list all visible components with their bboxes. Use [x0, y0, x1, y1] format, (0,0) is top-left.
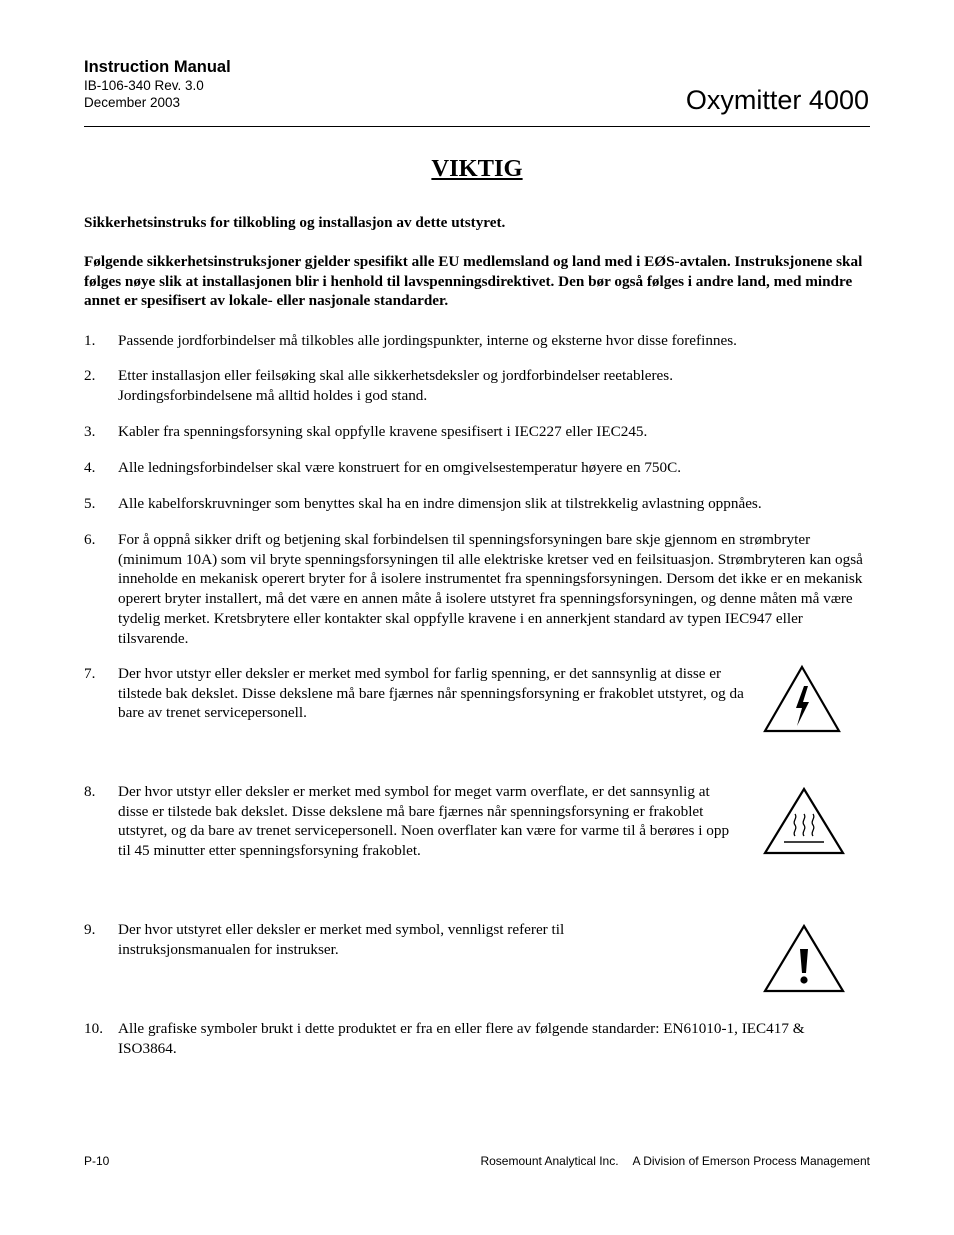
list-item-3 — [84, 422, 874, 442]
intro-paragraph: Følgende sikkerhetsinstruksjoner gjelder spesifikt alle EU medlemsland og land med i EØS-avtalen. Instruksjonene skal følges nøye slik at installasjonen blir i henhold til lavspenningsdirektivet. Den bør også følges i andre land, med mindre annet er spesifisert av lokale- eller nasjonale standarder. — [84, 253, 863, 310]
list-item-10 — [84, 1019, 874, 1058]
document-header — [84, 57, 231, 111]
document-date: December 2003 — [84, 95, 181, 110]
list-item-number: 9. — [84, 921, 96, 938]
list-item-text: Alle kabelforskruvninger som benyttes skal ha en indre dimensjon slik at tilstrekkelig avlastning oppnåes. — [118, 495, 762, 512]
list-item-number: 5. — [84, 495, 96, 512]
list-item-9 — [84, 920, 874, 959]
list-item-text: Etter installasjon eller feilsøking skal alle sikkerhetsdeksler og jordforbindelser reetableres. Jordingsforbindelsene må alltid holdes i god stand. — [118, 367, 674, 404]
intro-heading: Sikkerhetsinstruks for tilkobling og installasjon av dette utstyret. — [84, 214, 506, 231]
caution-warning-icon — [763, 923, 845, 994]
hot-surface-warning-icon — [763, 786, 845, 856]
header-divider — [84, 126, 870, 127]
list-item-number: 3. — [84, 423, 96, 440]
list-item-number: 10. — [84, 1020, 103, 1037]
high-voltage-warning-icon — [763, 664, 841, 734]
list-item-text: Der hvor utstyr eller deksler er merket med symbol for meget varm overflate, er det sannsynlig at disse er tilstede bak dekslet. Disse dekslene må bare fjærnes når spenningsforsyning er frakoblet utstyret, og da bare av trenet servicepersonell. Noen overflater kan være for varme til å berøres i opp til 45 minutter etter spenningsforsyning frakoblet. — [118, 783, 730, 860]
list-item-4 — [84, 458, 874, 478]
list-item-1 — [84, 331, 874, 351]
list-item-2 — [84, 366, 874, 405]
page-title: VIKTIG — [431, 155, 523, 182]
list-item-text: Alle grafiske symboler brukt i dette produktet er fra en eller flere av følgende standarder: EN61010-1, IEC417 & ISO3864. — [118, 1020, 805, 1057]
list-item-7 — [84, 664, 874, 723]
manual-title: Instruction Manual — [84, 58, 231, 76]
list-item-text: Der hvor utstyret eller deksler er merket med symbol, vennligst referer til instruksjonsmanualen for instrukser. — [118, 921, 565, 958]
list-item-text: Der hvor utstyr eller deksler er merket med symbol for farlig spenning, er det sannsynlig at disse er tilstede bak dekslet. Disse dekslene må bare fjærnes når spenningsforsyning er frakoblet utstyret, og da bare av trenet servicepersonell. — [118, 665, 744, 722]
company-name: Rosemount Analytical Inc. — [480, 1154, 619, 1168]
list-item-6 — [84, 530, 874, 648]
list-item-number: 4. — [84, 459, 96, 476]
footer-company — [480, 1154, 870, 1169]
list-item-8 — [84, 782, 874, 861]
list-item-number: 8. — [84, 783, 96, 800]
list-item-number: 1. — [84, 332, 96, 349]
division-name: A Division of Emerson Process Management — [632, 1154, 870, 1168]
list-item-text: Kabler fra spenningsforsyning skal oppfylle kravene spesifisert i IEC227 eller IEC245. — [118, 423, 648, 440]
list-item-text: Alle ledningsforbindelser skal være konstruert for en omgivelsestemperatur høyere en 750C. — [118, 459, 682, 476]
page-number: P-10 — [84, 1154, 110, 1168]
list-item-number: 6. — [84, 531, 96, 548]
product-name: Oxymitter 4000 — [685, 85, 869, 115]
list-item-text: For å oppnå sikker drift og betjening skal forbindelsen til spenningsforsyningen bare skje gjennom en strømbryter (minimum 10A) som vil bryte spenningsforsyningen til alle elektriske kretser ved en feilsituasjon. Strømbryteren kan også inneholde en mekanisk operert bryter for å isolere instrumentet fra spenningsforsyningen. Dersom det ikke er en mekanisk operert bryter installert, må det være en annen måte å isolere utstyret fra spenningsforsyningen, og denne måten må være tydelig merket. Kretsbrytere eller kontakter skal oppfylle kravene i en annerkjent standard av typen IEC947 eller tilsvarende. — [118, 531, 863, 647]
list-item-5 — [84, 494, 874, 514]
document-number: IB-106-340 Rev. 3.0 — [84, 78, 204, 93]
list-item-text: Passende jordforbindelser må tilkobles alle jordingspunkter, interne og eksterne hvor disse forefinnes. — [118, 332, 737, 349]
list-item-number: 2. — [84, 367, 96, 384]
list-item-number: 7. — [84, 665, 96, 682]
